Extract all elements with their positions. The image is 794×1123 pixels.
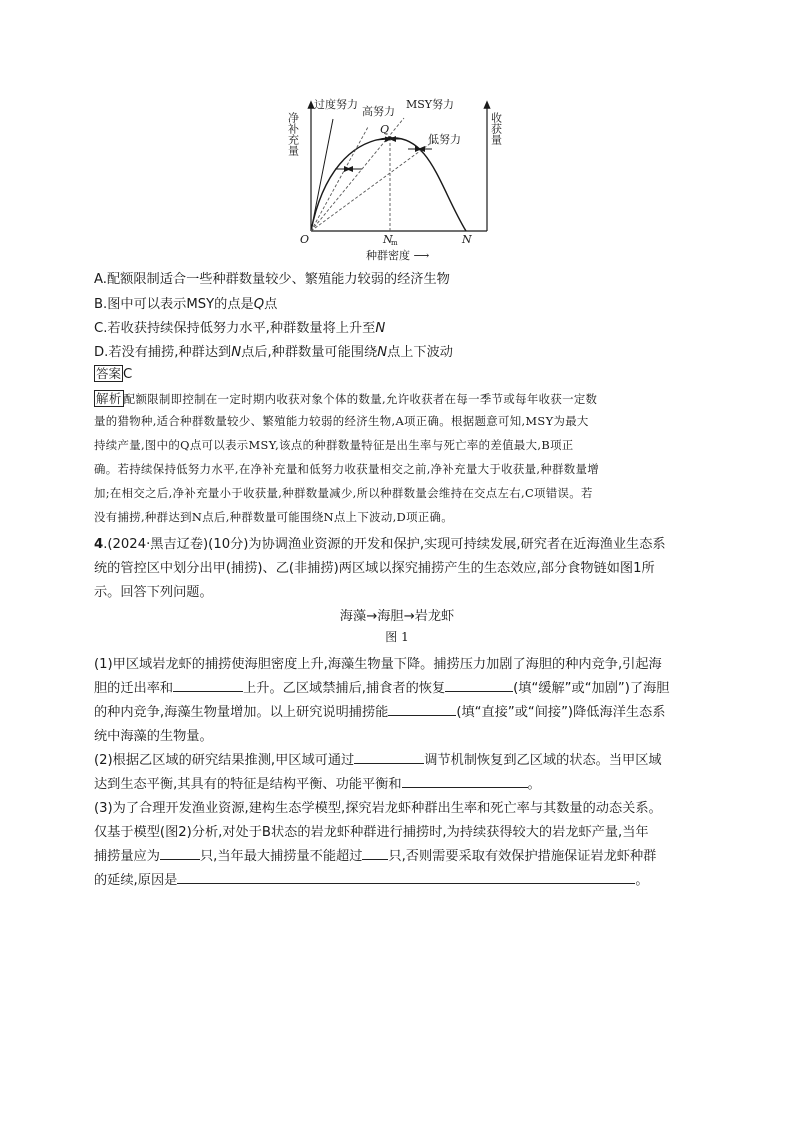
q4-p2-line-1 xyxy=(94,749,662,768)
q4-intro-line-2 xyxy=(94,557,655,576)
blank-4[interactable] xyxy=(354,751,424,764)
option-b-text: B.图中可以表示MSY的点是 xyxy=(94,297,254,312)
figure-1-caption xyxy=(0,628,794,645)
q-point xyxy=(388,136,392,140)
q4-p3-text-3c: 只,否则需要采取有效保护措施保证岩龙虾种群 xyxy=(388,849,657,864)
option-d-text-1: D.若没有捕捞,种群达到 xyxy=(94,345,232,360)
answer-line xyxy=(94,364,132,382)
explanation-line-2 xyxy=(94,413,589,429)
q4-p1-text-2b: 上升。乙区域禁捕后,捕食者的恢复 xyxy=(243,681,446,696)
option-c-text: C.若收获持续保持低努力水平,种群数量将上升至 xyxy=(94,321,376,336)
low-effort-line xyxy=(311,140,435,231)
explanation-text-2: 量的猎物种,适合种群数量较少、繁殖能力较弱的经济生物,A项正确。根据题意可知,MSY为最大 xyxy=(94,414,589,428)
q4-p3-text-4b: 。 xyxy=(635,873,649,888)
food-chain-text: 海藻→海胆→岩龙虾 xyxy=(339,609,455,624)
q4-p3-text-1: (3)为了合理开发渔业资源,建构生态学模型,探究岩龙虾种群出生率和死亡率与其数量的动态关系。 xyxy=(94,801,662,816)
option-c xyxy=(94,317,385,336)
blank-3[interactable] xyxy=(388,703,456,716)
option-d-text-3: 点上下波动 xyxy=(387,345,453,360)
over-effort-label: 过度努力 xyxy=(314,98,358,111)
q4-p1-text-2a: 胆的迁出率和 xyxy=(94,681,174,696)
q4-p1-line-1 xyxy=(94,653,662,672)
nm-label: N xyxy=(383,233,393,246)
answer-value: C xyxy=(123,367,133,382)
explanation-text-6: 没有捕捞,种群达到N点后,种群数量可能围绕N点上下波动,D项正确。 xyxy=(94,510,454,524)
option-d-n: N xyxy=(231,345,242,360)
option-d-n2: N xyxy=(377,345,388,360)
blank-7[interactable] xyxy=(362,847,388,860)
y-label-left: 净补充量 xyxy=(286,112,300,156)
explanation-text-3: 持续产量,图中的Q点可以表示MSY,该点的种群数量特征是出生率与死亡率的差值最大,B项正 xyxy=(94,438,574,452)
net-recruitment-curve xyxy=(311,138,466,231)
high-effort-line xyxy=(311,127,368,231)
explanation-label: 解析 xyxy=(96,391,122,406)
explanation-line-6 xyxy=(94,509,453,525)
explanation-line-3 xyxy=(94,437,574,453)
x-axis-label: 种群密度 ⟶ xyxy=(366,249,430,262)
explanation-line-4 xyxy=(94,461,599,477)
q4-p1-text-1: (1)甲区域岩龙虾的捕捞使海胆密度上升,海藻生物量下降。捕捞压力加剧了海胆的种内竞争,引起海 xyxy=(94,657,662,672)
q4-p3-line-2 xyxy=(94,821,649,840)
explanation-text-4: 确。若持续保持低努力水平,在净补充量和低努力收获量相交之前,净补充量大于收获量,种群数量增 xyxy=(94,462,600,476)
q4-p3-text-3b: 只,当年最大捕捞量不能超过 xyxy=(199,849,363,864)
explanation-text-5: 加;在相交之后,净补充量小于收获量,种群数量减少,所以种群数量会维持在交点左右,C项错误。若 xyxy=(94,486,593,500)
q4-p2-line-2 xyxy=(94,773,541,792)
blank-2[interactable] xyxy=(445,679,513,692)
explanation-line-5 xyxy=(94,485,593,501)
q4-p2-text-1b: 调节机制恢复到乙区域的状态。当甲区域 xyxy=(424,753,662,768)
q-label: Q xyxy=(380,123,390,136)
answer-label: 答案 xyxy=(96,366,122,381)
option-a-text: A.配额限制适合一些种群数量较少、繁殖能力较弱的经济生物 xyxy=(94,272,450,287)
msy-effort-label: MSY努力 xyxy=(406,98,455,111)
over-effort-line xyxy=(311,119,333,231)
option-c-n: N xyxy=(375,321,386,336)
blank-1[interactable] xyxy=(173,679,243,692)
q4-p3-line-4 xyxy=(94,869,649,888)
q4-p1-text-3a: 的种内竞争,海藻生物量增加。以上研究说明捕捞能 xyxy=(94,705,389,720)
option-d-text-2: 点后,种群数量可能围绕 xyxy=(241,345,378,360)
y-label-right: 收获量 xyxy=(489,112,503,145)
q4-number: 4 xyxy=(94,537,104,552)
high-effort-label: 高努力 xyxy=(362,105,395,118)
q4-p2-text-1a: (2)根据乙区域的研究结果推测,甲区域可通过 xyxy=(94,753,355,768)
blank-5[interactable] xyxy=(402,775,528,788)
blank-6[interactable] xyxy=(160,847,200,860)
q4-p1-text-4: 统中海藻的生物量。 xyxy=(94,729,213,744)
option-b-q: Q xyxy=(253,297,265,312)
q4-p3-text-4a: 的延续,原因是 xyxy=(94,873,178,888)
blank-8[interactable] xyxy=(177,871,635,884)
origin-label: O xyxy=(300,233,310,246)
explanation-text-1: 配额限制即控制在一定时期内收获对象个体的数量,允许收获者在每一季节或每年收获一定数 xyxy=(123,392,598,406)
q4-intro-text-3: 示。回答下列问题。 xyxy=(94,585,213,600)
option-b xyxy=(94,293,277,312)
q4-p3-line-1 xyxy=(94,797,662,816)
msy-figure xyxy=(0,0,794,270)
q4-intro-line-3 xyxy=(94,581,213,600)
q4-intro-text-1: .(2024·黑吉辽卷)(10分)为协调渔业资源的开发和保护,实现可持续发展,研究者在近海渔业生态系 xyxy=(103,537,666,552)
option-b-end: 点 xyxy=(264,297,278,312)
q4-p1-line-4 xyxy=(94,725,213,744)
food-chain xyxy=(0,605,794,624)
n-label: N xyxy=(462,233,472,246)
q4-p2-text-2a: 达到生态平衡,其具有的特征是结构平衡、功能平衡和 xyxy=(94,777,402,792)
q4-p1-line-3 xyxy=(94,701,665,720)
q4-p1-line-2 xyxy=(94,677,669,696)
q4-intro-line-1 xyxy=(94,533,666,552)
low-effort-label: 低努力 xyxy=(428,133,461,146)
option-d xyxy=(94,341,453,360)
q4-p1-text-2c: (填“缓解”或“加剧”)了海胆 xyxy=(513,681,670,696)
q4-intro-text-2: 统的管控区中划分出甲(捕捞)、乙(非捕捞)两区域以探究捕捞产生的生态效应,部分食物链如图1所 xyxy=(94,561,655,576)
q4-p3-line-3 xyxy=(94,845,656,864)
explanation-line-1 xyxy=(94,389,597,407)
q4-p2-text-2b: 。 xyxy=(527,777,541,792)
nm-sub-label: m xyxy=(391,239,398,247)
q4-p3-text-3a: 捕捞量应为 xyxy=(94,849,160,864)
option-a xyxy=(94,268,450,287)
q4-p1-text-3b: (填“直接”或“间接”)降低海洋生态系 xyxy=(456,705,666,720)
figure-1-caption-text: 图 1 xyxy=(385,630,409,644)
q4-p3-text-2: 仅基于模型(图2)分析,对处于B状态的岩龙虾种群进行捕捞时,为持续获得较大的岩龙虾产量,当年 xyxy=(94,825,649,840)
